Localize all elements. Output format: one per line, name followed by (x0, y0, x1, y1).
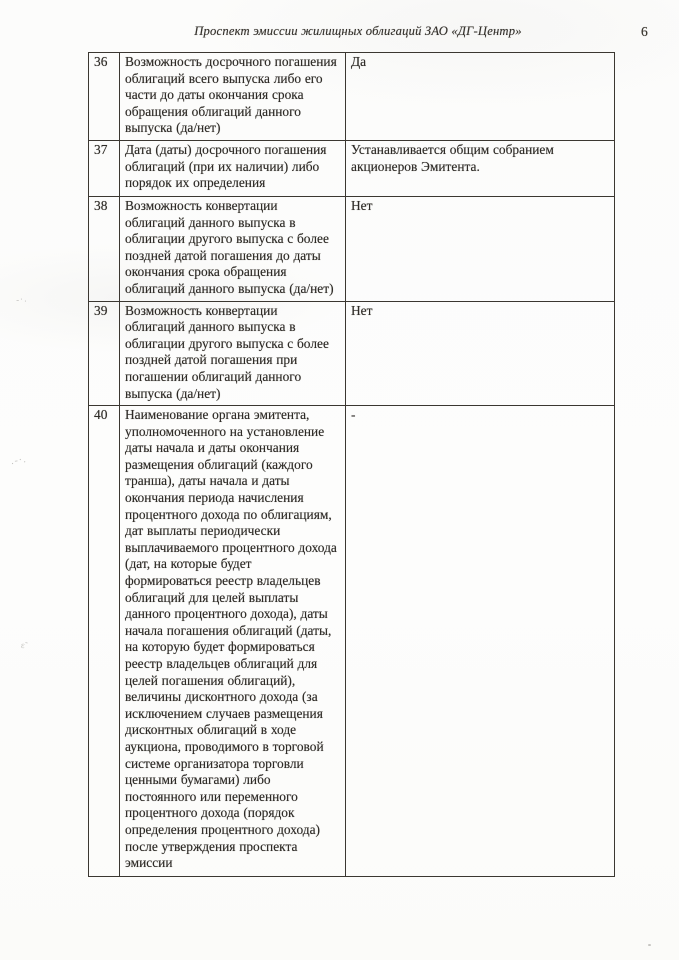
table-row-36 (89, 53, 615, 141)
table-row-38 (89, 196, 615, 301)
parameter-text: Возможность досрочного погашения облигаций всего выпуска либо его части до даты окончания срока обращения облигаций данного выпуска (да/нет) (120, 53, 346, 141)
document-header-title: Проспект эмиссии жилищных облигаций ЗАО «ДГ-Центр» (194, 24, 522, 38)
row-number: 38 (89, 196, 120, 301)
parameter-text: Возможность конвертации облигаций данного выпуска в облигации другого выпуска с более поздней датой погашения при погашении облигаций данного выпуска (да/нет) (120, 301, 346, 406)
page-number: 6 (641, 24, 648, 39)
scan-artifact-mark: ε̃ (20, 639, 27, 651)
row-number: 37 (89, 140, 120, 196)
row-number: 36 (89, 53, 120, 141)
parameter-value: Нет (346, 196, 615, 301)
table-row-37 (89, 140, 615, 196)
parameter-value: Нет (346, 301, 615, 406)
parameter-text: Наименование органа эмитента, уполномоченного на установление даты начала и даты окончания размещения облигаций (каждого транша), даты начала и даты окончания периода начисления процентного дохода по облигациям, дат выплаты периодически выплачиваемого процентного дохода (дат, на которые будет формироваться реестр владельцев облигаций для целей выплаты данного процентного дохода), даты начала погашения облигаций (даты, на которую будет формироваться реестр владельцев облигаций для целей погашения облигаций), величины дисконтного дохода (за исключением случаев размещения дисконтных облигаций в ходе аукциона, проводимого в торговой системе организатора торговли ценными бумагами) либо постоянного или переменного процентного дохода (порядок определения процентного дохода) после утверждения проспекта эмиссии (120, 406, 346, 877)
parameter-value: - (346, 406, 615, 877)
scan-artifact-mark: -·. (15, 293, 28, 305)
row-number: 40 (89, 406, 120, 877)
bond-terms-table (88, 52, 615, 877)
parameter-value: Да (346, 53, 615, 141)
table-row-40 (89, 406, 615, 877)
scan-artifact-mark: .-·. (10, 453, 28, 468)
table-row-39 (89, 301, 615, 406)
scan-artifact-speck (648, 944, 651, 946)
parameter-text: Дата (даты) досрочного погашения облигаций (при их наличии) либо порядок их определения (120, 140, 346, 196)
parameter-value: Устанавливается общим собранием акционеров Эмитента. (346, 140, 615, 196)
parameter-text: Возможность конвертации облигаций данного выпуска в облигации другого выпуска с более поздней датой погашения до даты окончания срока обращения облигаций данного выпуска (да/нет) (120, 196, 346, 301)
row-number: 39 (89, 301, 120, 406)
